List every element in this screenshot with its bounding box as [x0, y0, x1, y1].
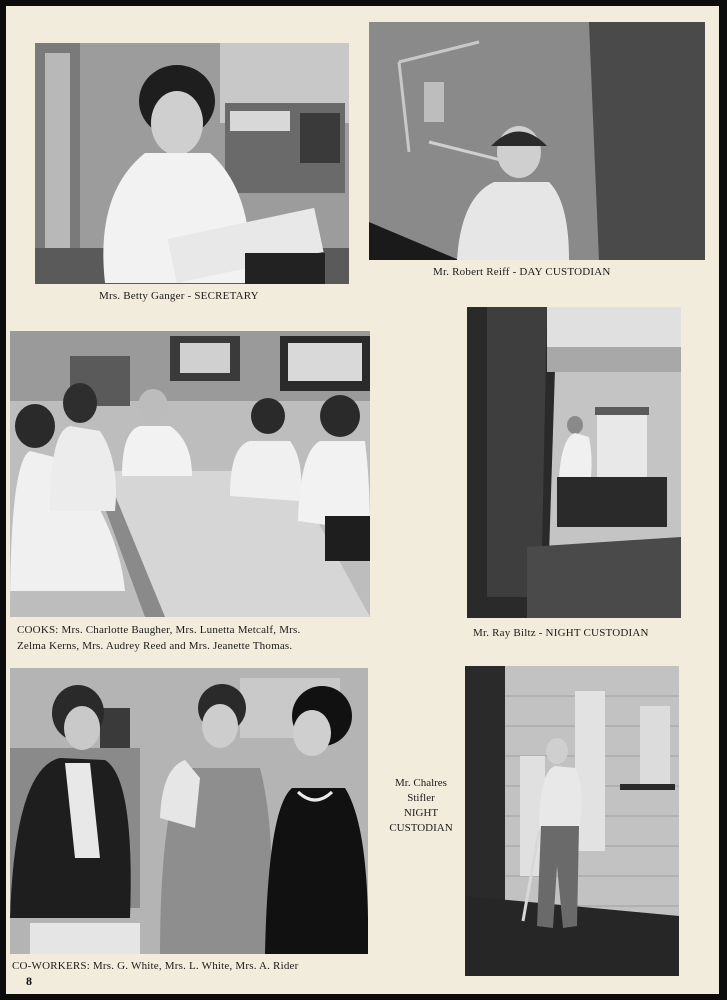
- photo-secretary-image: [35, 43, 349, 284]
- photo-coworkers-image: [10, 668, 368, 954]
- caption-night-custodian-biltz: Mr. Ray Biltz - NIGHT CUSTODIAN: [473, 627, 649, 639]
- photo-cooks-image: [10, 331, 370, 617]
- caption-stifler: [376, 776, 466, 836]
- caption-cooks-line1: COOKS: Mrs. Charlotte Baugher, Mrs. Lunetta Metcalf, Mrs.: [17, 624, 301, 636]
- caption-stifler-line2: Stifler: [407, 792, 435, 804]
- photo-secretary: [35, 43, 349, 284]
- caption-cooks-line2: Zelma Kerns, Mrs. Audrey Reed and Mrs. Jeanette Thomas.: [17, 640, 293, 652]
- photo-night-custodian-biltz-image: [467, 307, 681, 618]
- yearbook-page: [6, 6, 719, 994]
- caption-stifler-line1: Mr. Chalres: [395, 777, 447, 789]
- caption-day-custodian: Mr. Robert Reiff - DAY CUSTODIAN: [433, 266, 611, 278]
- photo-night-custodian-stifler-image: [465, 666, 679, 976]
- photo-cooks: [10, 331, 370, 617]
- caption-secretary: Mrs. Betty Ganger - SECRETARY: [99, 290, 259, 302]
- caption-stifler-line4: CUSTODIAN: [389, 822, 453, 834]
- photo-day-custodian: [369, 22, 705, 260]
- page-number: 8: [26, 974, 32, 988]
- photo-day-custodian-image: [369, 22, 705, 260]
- caption-stifler-line3: NIGHT: [403, 807, 439, 819]
- caption-coworkers: CO-WORKERS: Mrs. G. White, Mrs. L. White, Mrs. A. Rider: [12, 960, 299, 972]
- photo-coworkers: [10, 668, 368, 954]
- photo-night-custodian-stifler: [465, 666, 679, 976]
- photo-night-custodian-biltz: [467, 307, 681, 618]
